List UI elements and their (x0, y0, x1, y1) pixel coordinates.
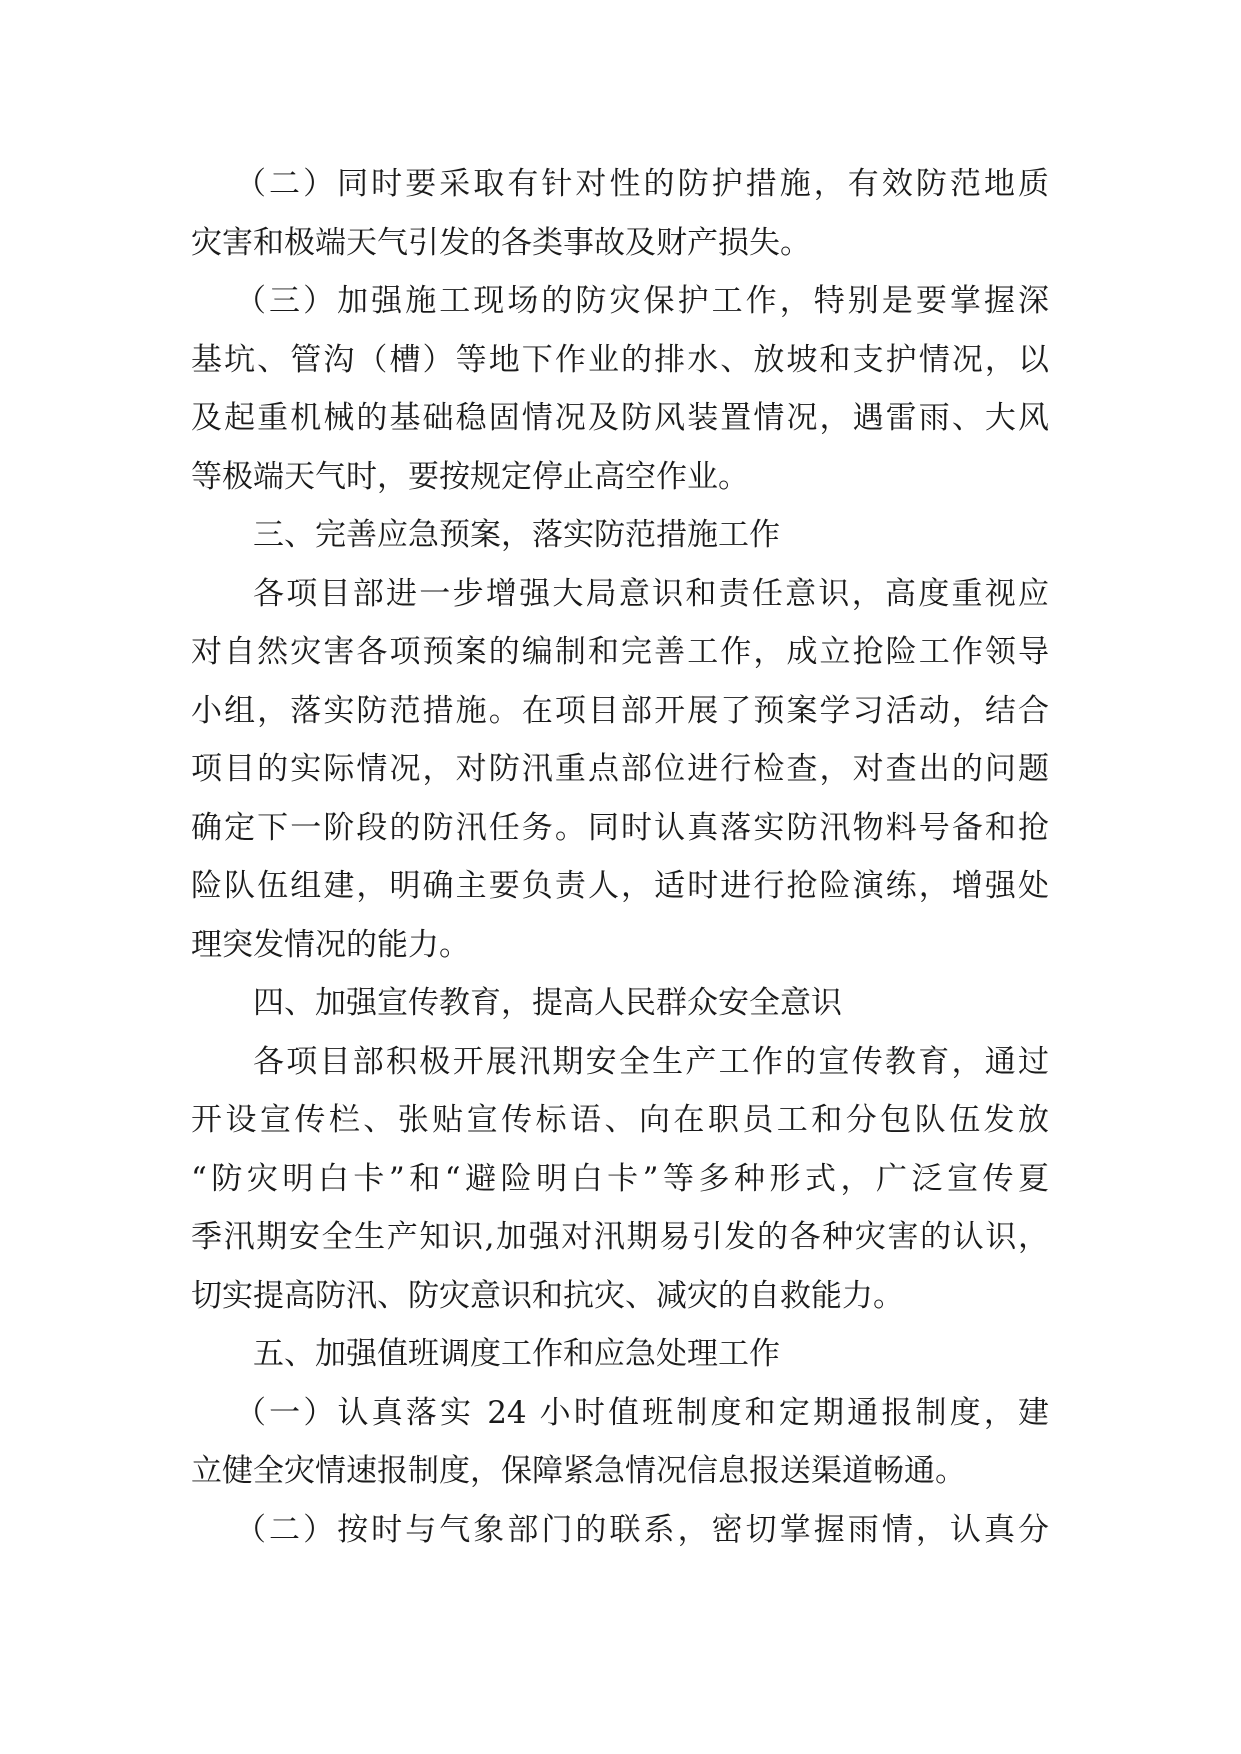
text-line: （一）认真落实 24 小时值班制度和定期通报制度，建 (235, 1394, 1049, 1431)
text-line: 灾害和极端天气引发的各类事故及财产损失。 (191, 224, 811, 261)
text-line: （三）加强施工现场的防灾保护工作，特别是要掌握深 (235, 283, 1049, 319)
document-body (191, 155, 1049, 1559)
text-line: 基坑、管沟（槽）等地下作业的排水、放坡和支护情况，以 (191, 341, 1049, 378)
text-line: 理突发情况的能力。 (191, 926, 470, 963)
text-line: 确定下一阶段的防汛任务。同时认真落实防汛物料号备和抢 (191, 809, 1049, 846)
text-line: （二）按时与气象部门的联系，密切掌握雨情，认真分 (235, 1511, 1049, 1548)
text-line: 各项目部进一步增强大局意识和责任意识，高度重视应 (253, 575, 1049, 612)
text-line: 三、完善应急预案，落实防范措施工作 (253, 517, 780, 553)
text-line: “防灾明白卡”和“避险明白卡”等多种形式，广泛宣传夏 (191, 1160, 1049, 1197)
text-line: 切实提高防汛、防灾意识和抗灾、减灾的自救能力。 (191, 1277, 904, 1314)
text-line: 立健全灾情速报制度，保障紧急情况信息报送渠道畅通。 (191, 1453, 966, 1489)
text-line: 小组，落实防范措施。在项目部开展了预案学习活动，结合 (191, 692, 1049, 729)
text-line: 开设宣传栏、张贴宣传标语、向在职员工和分包队伍发放 (191, 1102, 1049, 1138)
text-line: 五、加强值班调度工作和应急处理工作 (253, 1336, 780, 1372)
text-line: 及起重机械的基础稳固情况及防风装置情况，遇雷雨、大风 (191, 400, 1049, 436)
text-line: 项目的实际情况，对防汛重点部位进行检查，对查出的问题 (191, 751, 1049, 787)
text-line: （二）同时要采取有针对性的防护措施，有效防范地质 (235, 166, 1049, 202)
text-line: 各项目部积极开展汛期安全生产工作的宣传教育，通过 (253, 1043, 1049, 1080)
text-line: 险队伍组建，明确主要负责人，适时进行抢险演练，增强处 (191, 868, 1049, 904)
text-line: 对自然灾害各项预案的编制和完善工作，成立抢险工作领导 (191, 634, 1049, 670)
text-line: 季汛期安全生产知识,加强对汛期易引发的各种灾害的认识， (191, 1219, 1049, 1255)
text-line: 等极端天气时，要按规定停止高空作业。 (191, 458, 749, 495)
text-line: 四、加强宣传教育，提高人民群众安全意识 (253, 985, 842, 1021)
